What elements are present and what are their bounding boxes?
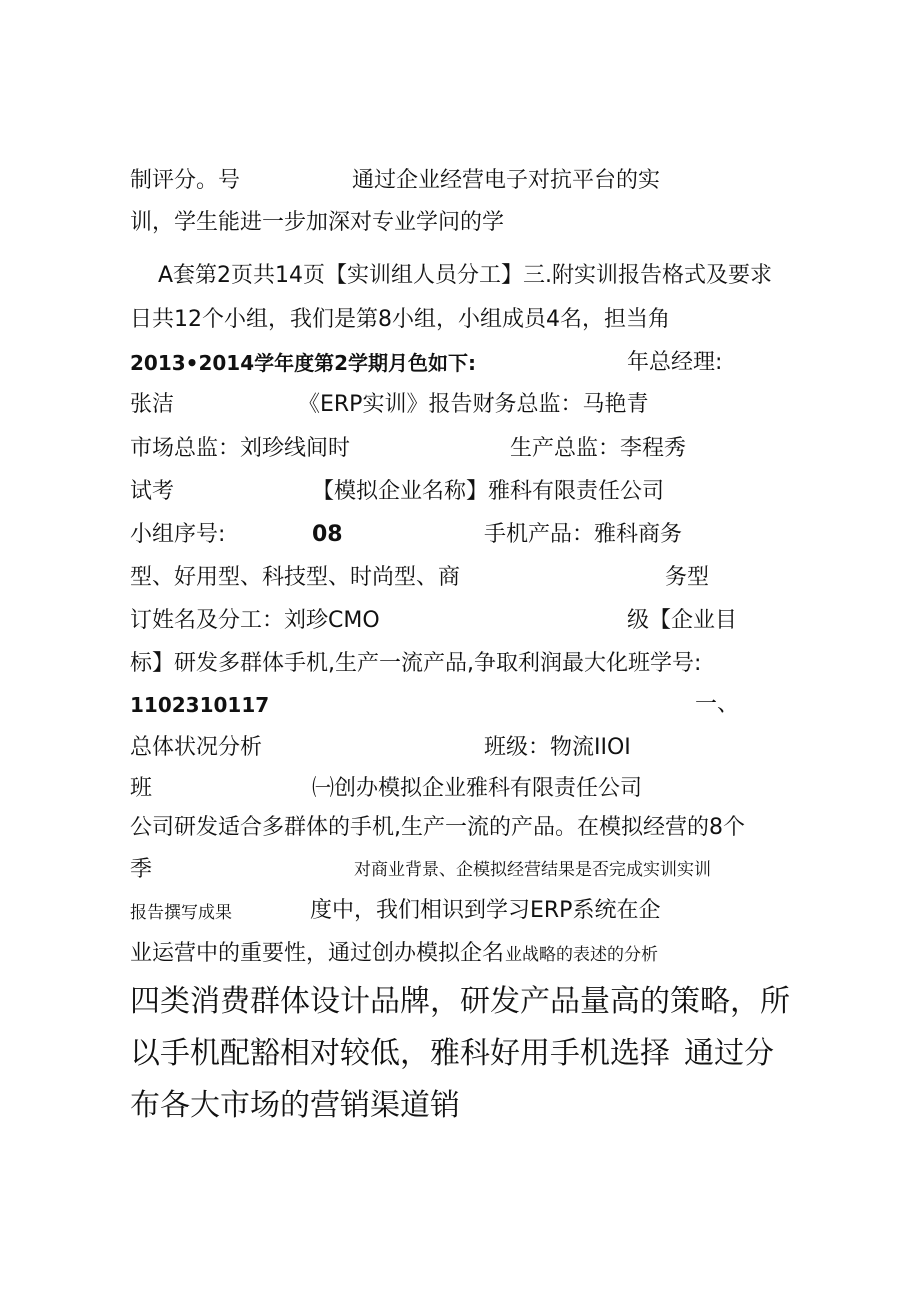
text-line-1a: 制评分。号 <box>130 168 241 193</box>
text-line-15a: 班 <box>130 776 153 801</box>
text-line-9b: 08 <box>312 522 343 547</box>
text-line-7a: 市场总监：刘珍线间时 <box>130 436 351 461</box>
text-line-3: A套第2页共14页【实训组人员分工】三.附实训报告格式及要求 <box>158 263 773 288</box>
text-line-5b: 年总经理: <box>627 350 723 375</box>
text-line-6a: 张洁 <box>130 392 175 417</box>
text-line-8b: 【模拟企业名称】雅科有限责任公司 <box>312 479 665 504</box>
text-line-12: 标】研发多群体手机,生产一流产品,争取利润最大化班学号: <box>130 651 702 676</box>
text-line-10a: 型、好用型、科技型、时尚型、商 <box>130 565 461 590</box>
text-line-20: 四类消费群体设计品牌，研发产品量高的策略，所 <box>130 984 790 1019</box>
text-line-9a: 小组序号: <box>130 522 226 547</box>
text-line-15b: ㈠创办模拟企业雅科有限责任公司 <box>312 776 643 801</box>
text-line-13b: 一、 <box>695 692 740 717</box>
text-line-1b: 通过企业经营电子对抗平台的实 <box>352 168 661 193</box>
text-line-9c: 手机产品：雅科商务 <box>484 522 683 547</box>
text-line-14a: 总体状况分析 <box>130 735 263 760</box>
text-line-18b: 度中，我们相识到学习ERP系统在企 <box>310 898 661 923</box>
text-line-17b: 对商业背景、企模拟经营结果是否完成实训实训 <box>354 860 711 880</box>
text-line-19b: 业战略的表述的分析 <box>505 945 658 965</box>
text-line-2: 训，学生能进一步加深对专业学问的学 <box>130 210 505 235</box>
text-line-14b: 班级：物流IIOI <box>484 735 631 760</box>
text-line-8a: 试考 <box>130 479 175 504</box>
text-line-16: 公司研发适合多群体的手机,生产一流的产品。在模拟经营的8个 <box>130 815 745 840</box>
text-line-4: 日共12个小组，我们是第8小组，小组成员4名，担当角 <box>130 307 670 332</box>
text-line-21b: 通过分 <box>684 1036 774 1071</box>
text-line-10b: 务型 <box>665 565 710 590</box>
text-line-19a: 业运营中的重要性，通过创办模拟企名 <box>130 941 505 966</box>
text-line-21a: 以手机配豁相对较低，雅科好用手机选择 <box>130 1036 670 1071</box>
text-line-7b: 生产总监：李程秀 <box>510 436 687 461</box>
text-line-18a: 报告撰写成果 <box>130 903 232 923</box>
text-line-6b: 《ERP实训》报告财务总监：马艳青 <box>298 392 649 417</box>
text-line-13a: 1102310117 <box>130 693 270 717</box>
text-line-5a: 2013•2014学年度第2学期月色如下: <box>130 351 477 375</box>
text-line-17a: 季 <box>130 857 153 882</box>
text-line-11b: 级【企业目 <box>627 608 738 633</box>
text-line-11a: 订姓名及分工：刘珍CMO <box>130 608 380 633</box>
text-line-22: 布各大市场的营销渠道销 <box>130 1088 460 1123</box>
